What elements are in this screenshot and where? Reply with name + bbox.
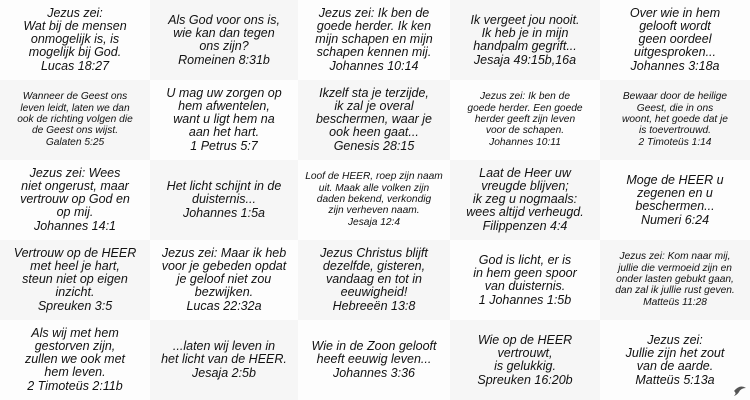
verse-card	[600, 160, 750, 240]
verse-card	[450, 240, 600, 320]
verse-reference: 1 Johannes 1:5b	[478, 292, 572, 307]
verse-text: Loof de HEER, roep zijn naam uit. Maak alle volken zijn daden bekend, verkondig zijn verheven naam.	[305, 171, 443, 217]
verse-text: Jezus zei: Ik ben de goede herder. Ik ken mijn schapen en mijn schapen kennen mij.	[315, 6, 433, 59]
verse-text: Jezus zei: Ik ben de goede herder. Een goede herder geeft zijn leven voor de schapen.	[467, 91, 583, 137]
verse-text: Bewaar door de heilige Geest, die in ons woont, het goede dat je is toevertrouwd.	[622, 91, 728, 137]
verse-text: Jezus zei: Maar ik heb voor je gebeden opdat je geloof niet zou bezwijken.	[161, 246, 287, 299]
verse-card	[600, 320, 750, 400]
verse-text: Laat de Heer uw vreugde blijven; ik zeg u nogmaals: wees altijd verheugd.	[466, 166, 584, 219]
verse-card	[298, 320, 450, 400]
verse-text: Wie op de HEER vertrouwt, is gelukkig.	[477, 332, 573, 373]
verse-card	[0, 160, 150, 240]
verse-reference: Numeri 6:24	[640, 212, 710, 227]
verse-card	[298, 80, 450, 160]
verse-card	[298, 160, 450, 240]
verse-reference: Johannes 3:36	[332, 366, 415, 380]
verse-text: Wanneer de Geest ons leven leidt, laten we dan ook de richting volgen die de Geest ons wijst.	[17, 91, 133, 137]
verse-card	[150, 80, 298, 160]
verse-card	[150, 320, 298, 400]
verse-text: Jezus zei: Jullie zijn het zout van de aarde.	[625, 332, 725, 373]
verse-card	[0, 80, 150, 160]
verse-text: God is licht, er is in hem geen spoor van duisternis.	[473, 252, 577, 293]
verse-card	[150, 160, 298, 240]
verse-reference: Spreuken 3:5	[37, 299, 113, 313]
verse-text: Ikzelf sta je terzijde, ik zal je overal beschermen, waar je ook heen gaat...	[315, 86, 433, 139]
logo-mark-icon	[732, 382, 748, 398]
verse-reference: Genesis 28:15	[333, 139, 415, 153]
verse-text: Jezus zei: Kom naar mij, jullie die vermoeid zijn en onder lasten gebukt gaan, dan zal ik jullie rust geven.	[615, 251, 735, 297]
verse-card	[450, 80, 600, 160]
verse-card	[298, 0, 450, 80]
verse-card	[600, 0, 750, 80]
verse-reference: 1 Petrus 5:7	[190, 139, 258, 153]
verse-text: Vertrouw op de HEER met heel je hart, steun niet op eigen inzicht.	[13, 246, 137, 299]
verse-reference: 2 Timoteüs 1:14	[638, 136, 712, 148]
verse-text: Moge de HEER u zegenen en u beschermen...	[626, 172, 724, 213]
verse-reference: Johannes 3:18a	[630, 59, 720, 73]
verse-reference: Johannes 10:14	[329, 59, 419, 73]
verse-card	[600, 80, 750, 160]
verse-reference: Jesaja 12:4	[347, 216, 401, 228]
verse-text: Ik vergeet jou nooit. Ik heb je in mijn handpalm gegrift...	[470, 12, 580, 53]
verse-card	[0, 240, 150, 320]
verse-text: U mag uw zorgen op hem afwentelen, want u ligt hem na aan het hart.	[166, 86, 282, 139]
verse-reference: Spreuken 16:20b	[477, 372, 573, 387]
verse-reference: Galaten 5:25	[45, 136, 105, 148]
verse-card	[0, 320, 150, 400]
verse-text: Wie in de Zoon gelooft heeft eeuwig leven...	[311, 339, 437, 366]
verse-reference: Romeinen 8:31b	[178, 52, 270, 67]
verse-text: Jezus Christus blijft dezelfde, gisteren, vandaag en tot in eeuwigheid!	[320, 246, 428, 299]
verse-reference: Jesaja 2:5b	[192, 366, 256, 380]
verse-reference: Filippenzen 4:4	[482, 219, 568, 233]
verse-text: Als God voor ons is, wie kan dan tegen ons zijn?	[168, 12, 280, 53]
verse-reference: Lucas 18:27	[40, 59, 110, 73]
verse-reference: Johannes 10:11	[489, 136, 561, 148]
verse-card	[450, 320, 600, 400]
verse-text: Het licht schijnt in de duisternis...	[166, 179, 282, 206]
verse-card	[450, 160, 600, 240]
verse-reference: Johannes 1:5a	[182, 206, 265, 220]
verse-card	[150, 0, 298, 80]
verse-card	[450, 0, 600, 80]
verse-reference: 2 Timoteüs 2:11b	[27, 379, 123, 393]
verse-card	[150, 240, 298, 320]
verse-text: ...laten wij leven in het licht van de HEER.	[161, 339, 287, 366]
verse-reference: Matteüs 5:13a	[635, 372, 715, 387]
verse-text: Als wij met hem gestorven zijn, zullen we ook met hem leven.	[24, 326, 126, 379]
verse-text: Jezus zei: Wat bij de mensen onmogelijk is, is mogelijk bij God.	[23, 6, 127, 59]
verse-reference: Lucas 22:32a	[186, 299, 262, 313]
verse-text: Jezus zei: Wees niet ongerust, maar vertrouw op God en op mij.	[20, 166, 130, 219]
verse-reference: Jesaja 49:15b,16a	[473, 52, 577, 67]
verse-text: Over wie in hem gelooft wordt geen oordeel uitgesproken...	[629, 6, 721, 59]
verse-card	[298, 240, 450, 320]
verse-card	[0, 0, 150, 80]
verse-reference: Matteüs 11:28	[643, 296, 707, 308]
verse-reference: Johannes 14:1	[33, 219, 116, 233]
verse-card	[600, 240, 750, 320]
verse-reference: Hebreeën 13:8	[332, 299, 416, 313]
